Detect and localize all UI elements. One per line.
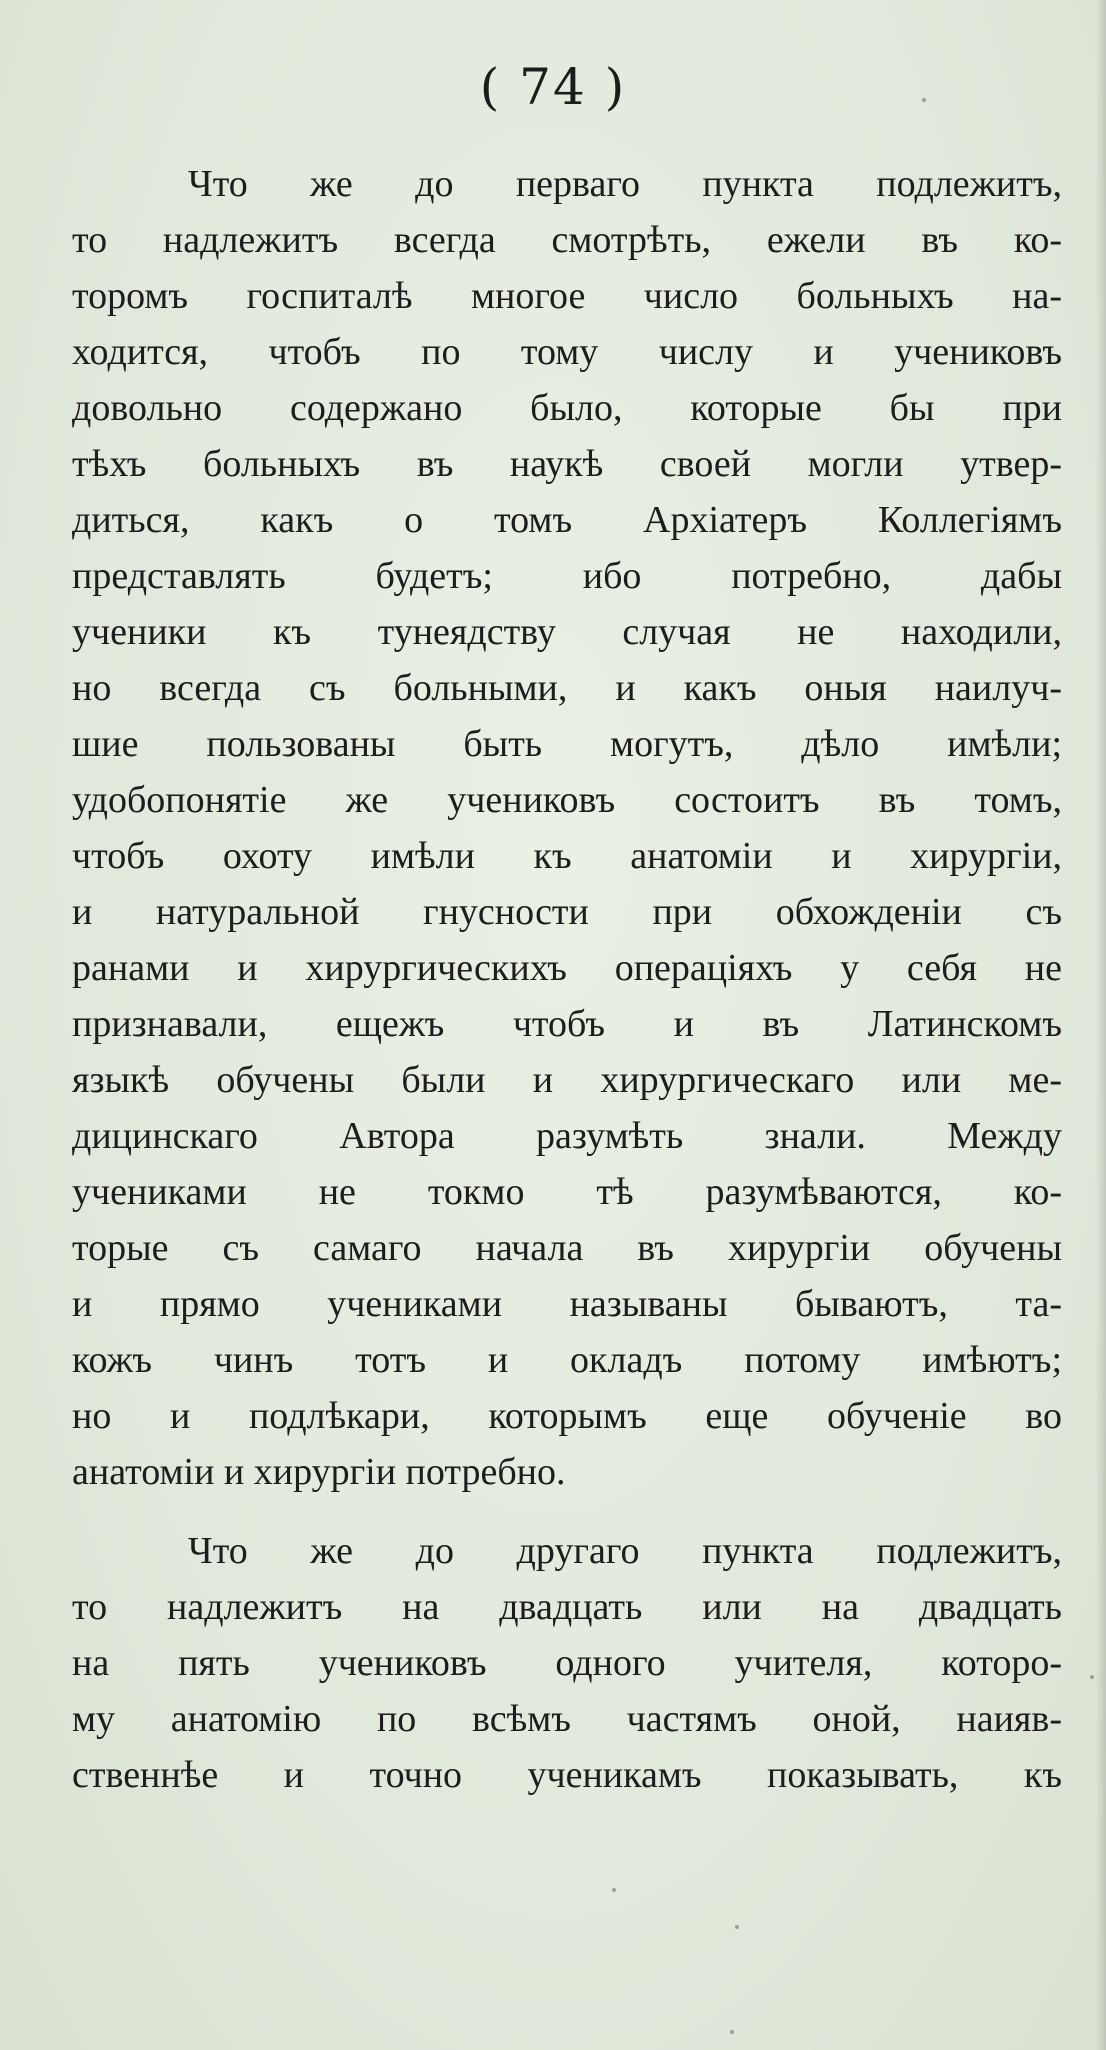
text-line: языкѣ обучены были и хирургическаго или ме- <box>72 1059 1062 1101</box>
text-line: ученики къ тунеядству случая не находили, <box>72 611 1062 653</box>
text-line: довольно содержано было, которые бы при <box>72 387 1062 429</box>
text-line: ходится, чтобъ по тому числу и учениковъ <box>72 331 1062 373</box>
paper-speck <box>1090 1675 1094 1679</box>
text-line: анатоміи и хирургіи потребно. <box>72 1451 566 1493</box>
text-line: и прямо учениками называны бываютъ, та- <box>72 1283 1062 1325</box>
text-line: учениками не токмо тѣ разумѣваются, ко- <box>72 1171 1062 1213</box>
text-line: Что же до другаго пункта подлежитъ, <box>188 1530 1062 1572</box>
text-line: ранами и хирургическихъ операціяхъ у себя не <box>72 947 1062 989</box>
paragraph-1 <box>72 156 1062 1500</box>
text-line: представлять будетъ; ибо потребно, дабы <box>72 555 1062 597</box>
text-line: тѣхъ больныхъ въ наукѣ своей могли утвер- <box>72 443 1062 485</box>
text-line: диться, какъ о томъ Архіатеръ Коллегіямъ <box>72 499 1062 541</box>
text-line: удобопонятіе же учениковъ состоитъ въ томъ, <box>72 779 1062 821</box>
paper-speck <box>922 98 926 102</box>
text-line: то надлежитъ на двадцать или на двадцать <box>72 1586 1062 1628</box>
page-edge-shadow <box>1096 0 1106 2050</box>
paper-speck <box>730 2030 734 2034</box>
text-line: но всегда съ больными, и какъ оныя наилуч- <box>72 667 1062 709</box>
text-line: то надлежитъ всегда смотрѣть, ежели въ ко- <box>72 219 1062 261</box>
text-line: кожъ чинъ тотъ и окладъ потому имѣютъ; <box>72 1339 1062 1381</box>
text-line: дицинскаго Автора разумѣть знали. Между <box>72 1115 1062 1157</box>
paper-speck <box>735 1925 739 1929</box>
text-line: и натуральной гнусности при обхожденіи съ <box>72 891 1062 933</box>
paper-speck <box>612 1888 616 1892</box>
text-line: но и подлѣкари, которымъ еще обученіе во <box>72 1395 1062 1437</box>
text-line: на пять учениковъ одного учителя, которо- <box>72 1642 1062 1684</box>
text-line: Что же до перваго пункта подлежитъ, <box>188 163 1062 205</box>
text-line: чтобъ охоту имѣли къ анатоміи и хирургіи, <box>72 835 1062 877</box>
text-line: торые съ самаго начала въ хирургіи обучены <box>72 1227 1062 1269</box>
text-line: ственнѣе и точно ученикамъ показывать, къ <box>72 1754 1062 1796</box>
text-line: торомъ госпиталѣ многое число больныхъ на- <box>72 275 1062 317</box>
text-line: шие пользованы быть могутъ, дѣло имѣли; <box>72 723 1062 765</box>
paragraph-2 <box>72 1523 1062 1803</box>
text-line: признавали, ещежъ чтобъ и въ Латинскомъ <box>72 1003 1062 1045</box>
text-line: му анатомію по всѣмъ частямъ оной, наияв- <box>72 1698 1062 1740</box>
page-number: ( 74 ) <box>479 58 627 116</box>
